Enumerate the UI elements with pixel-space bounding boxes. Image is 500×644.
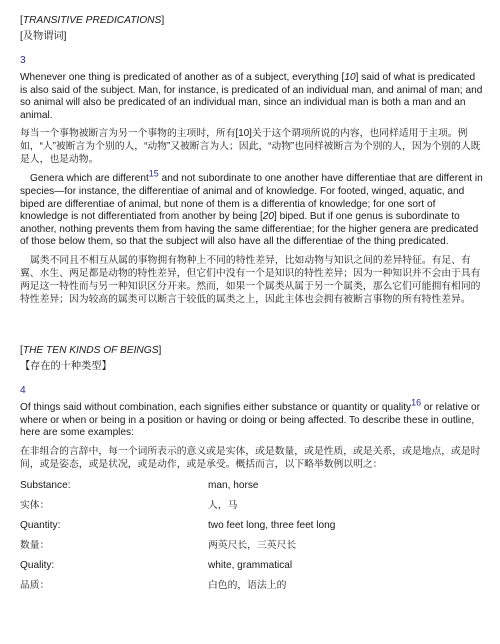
footnote-marker[interactable]: 16 — [411, 397, 422, 408]
paragraph-text: Genera which are different — [30, 173, 149, 185]
category-examples: white, grammatical — [208, 560, 293, 572]
category-label: Quality: — [20, 560, 55, 572]
paragraph-text: ] said of what is predicated is also said of the subject. Man, for instance, is predicated of an individual man, and animal of man; and so animal will also be predicated of an individual man, since an individual man is both a man and an animal. — [20, 72, 483, 121]
bracket-close: ] — [158, 344, 162, 356]
example-row — [20, 477, 484, 496]
category-label: 品质： — [20, 580, 50, 592]
section-heading-zh: 【存在的十种类型】 — [20, 360, 112, 372]
paragraph-en — [20, 397, 484, 440]
category-examples: two feet long, three feet long — [208, 520, 336, 532]
paragraph-zh: 在非组合的言辞中，每一个词所表示的意义或是实体，或是数量，或是性质，或是关系，或是地点，或是时间，或是姿态，或是状况，或是动作，或是承受。概括而言，以下略举数例以明之： — [20, 445, 481, 470]
paragraph-en — [20, 72, 484, 122]
example-row — [20, 517, 484, 536]
bracket-open: [ — [20, 15, 23, 26]
category-examples: 人，马 — [208, 500, 238, 512]
category-examples: man, horse — [208, 480, 259, 492]
bracket-open: [ — [20, 344, 23, 356]
paragraph-zh: 每当一个事物被断言为另一个事物的主项时，所有[10]关于这个谓项所说的内容，也同样适用于主项。例如，“人”被断言为个别的人，“动物”又被断言为人；因此，“动物”也同样被断言为个别的人，因为个别的人既是人，也是动物。 — [20, 128, 481, 166]
category-examples: 两英尺长，三英尺长 — [208, 540, 297, 552]
example-row-zh — [20, 495, 484, 514]
document-page — [20, 14, 484, 594]
paragraph-text: Whenever one thing is predicated of another as of a subject, everything [ — [20, 72, 345, 83]
line-reference: 10 — [344, 72, 356, 83]
paragraph-text: or relative or where or when or being in a position or having or doing or being affected. To describe these in outline, here are some examples: — [20, 401, 480, 439]
section-heading-en — [20, 344, 484, 358]
example-row-zh — [20, 535, 484, 554]
section-heading-zh: [及物谓词] — [20, 31, 67, 42]
section-spacer — [20, 306, 484, 344]
paragraph-zh: 属类不同且不相互从属的事物拥有物种上不同的特性差异，比如动物与知识之间的差异特征。有足、有翼、水生、两足都是动物的特性差异，但它们中没有一个是知识的特性差异；因为一种知识并不会由于具有两足这一特性而与另一种知识区分开来。然而，如果一个属类从属于另一个属类，那么它们可能拥有相同的特性差异；因为较高的属类可以断言于较低的属类之上，因此主体也会拥有被断言事物的所有特性差异。 — [20, 254, 481, 305]
examples-table — [20, 477, 484, 594]
paragraph-text: Of things said without combination, each signifies either substance or quantity or quality — [20, 401, 412, 413]
section-number: 3 — [20, 55, 26, 66]
section-title: TRANSITIVE PREDICATIONS — [22, 15, 162, 26]
section-heading-en — [20, 14, 484, 28]
example-row-zh — [20, 575, 484, 594]
line-reference: 20 — [262, 211, 275, 223]
category-label: 数量： — [20, 540, 50, 552]
category-label: Substance: — [20, 480, 71, 492]
section-title: THE TEN KINDS OF BEINGS — [22, 344, 159, 356]
paragraph-en — [20, 169, 484, 249]
paragraph-text: and not subordinate to one another have differentiae that are different in species—for instance, the differentiae of animal and of knowledge. For footed, winged, aquatic, and biped are differentiae of animal, but none of them is a differentia of knowledge; for one sort of knowledge is not differentiated from another by being [ — [20, 173, 483, 223]
example-row — [20, 557, 484, 576]
bracket-close: ] — [161, 15, 165, 26]
category-label: Quantity: — [20, 520, 61, 532]
paragraph-text: ] biped. But if one genus is subordinate to another, nothing prevents them from having the same differentiae; for the higher genera are predicated of those below them, so that the subject will also have all the differentiae of the thing predicated. — [20, 211, 479, 248]
footnote-marker[interactable]: 15 — [148, 169, 159, 180]
section-number: 4 — [20, 384, 26, 396]
category-examples: 白色的，语法上的 — [208, 580, 287, 592]
category-label: 实体： — [20, 500, 50, 512]
